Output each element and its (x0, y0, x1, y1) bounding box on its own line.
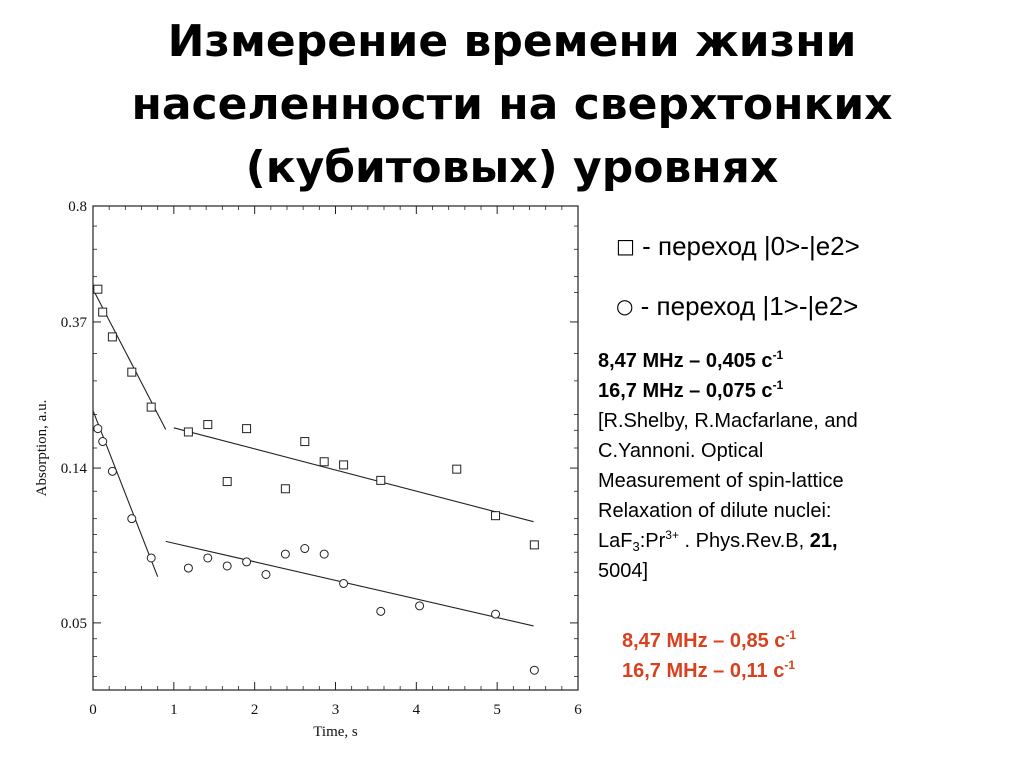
fit-line-square (174, 428, 534, 522)
measured-rates (622, 626, 796, 686)
data-point-square (128, 368, 136, 376)
legend (616, 216, 860, 336)
circle-marker-icon: ○ (616, 294, 634, 318)
citation-line-5: $LaF_3:Pr^{3+}$ . Phys.Rev.B, 21, (598, 528, 838, 554)
data-point-circle (492, 610, 500, 618)
y-tick-label: 0.05 (60, 615, 87, 632)
x-tick-label: 6 (574, 702, 582, 718)
fit-line-circle (93, 411, 158, 577)
citation-line-2: C.Yannoni. Optical (598, 440, 764, 462)
legend-item-square (616, 216, 860, 276)
data-point-circle (94, 425, 102, 433)
data-point-circle (301, 545, 309, 553)
slide-title (0, 10, 1024, 199)
x-tick-label: 4 (412, 702, 421, 718)
x-tick-label: 5 (493, 702, 501, 718)
data-point-circle (108, 467, 116, 475)
data-point-square (281, 485, 289, 493)
data-point-circle (416, 602, 424, 610)
data-point-square (99, 308, 107, 316)
absorption-decay-chart (0, 190, 600, 750)
citation-line-4: Relaxation of dilute nuclei: (598, 500, 832, 522)
fit-line-circle (166, 541, 534, 626)
citation-line-1: [R.Shelby, R.Macfarlane, and (598, 410, 858, 432)
x-tick-label: 0 (89, 702, 97, 718)
data-point-square (530, 541, 538, 549)
data-point-circle (99, 438, 107, 446)
x-tick-label: 2 (250, 702, 259, 718)
title-line-1: Измерение времени жизни (167, 16, 857, 67)
data-point-square (147, 403, 155, 411)
data-point-square (492, 512, 500, 520)
data-point-square (453, 465, 461, 473)
rate-8-47-mhz: 8,47 MHz – 0,405 $с^{-1}$ (598, 348, 784, 372)
title-line-3: (кубитовых) уровнях (245, 142, 779, 193)
citation-line-3: Measurement of spin-lattice (598, 470, 844, 492)
data-point-square (377, 476, 385, 484)
measured-rate-8-47-mhz: 8,47 MHz – 0,85 $с^{-1}$ (622, 628, 797, 652)
data-point-circle (243, 558, 251, 566)
data-point-square (184, 428, 192, 436)
legend-square-text: - переход |0>-|e2> (634, 231, 860, 261)
legend-item-circle (616, 276, 860, 336)
measured-rate-16-7-mhz: 16,7 MHz – 0,11 $с^{-1}$ (622, 658, 795, 682)
data-point-circle (128, 515, 136, 523)
square-marker-icon: □ (616, 234, 635, 258)
data-point-circle (320, 550, 328, 558)
y-tick-label: 0.8 (68, 199, 87, 215)
reference-info (598, 346, 998, 586)
y-tick-label: 0.37 (60, 314, 87, 331)
data-point-square (204, 421, 212, 429)
data-point-circle (281, 550, 289, 558)
data-point-circle (340, 579, 348, 587)
x-tick-label: 3 (331, 702, 340, 718)
x-tick-label: 1 (170, 702, 178, 718)
plot-frame (93, 206, 578, 690)
data-point-square (108, 333, 116, 341)
data-point-square (320, 458, 328, 466)
rate-16-7-mhz: 16,7 MHz – 0,075 $с^{-1}$ (598, 378, 784, 402)
title-line-2: населенности на сверхтонких (131, 79, 893, 130)
data-point-circle (223, 562, 231, 570)
data-point-square (94, 285, 102, 293)
data-point-circle (262, 570, 270, 578)
data-point-circle (530, 666, 538, 674)
data-point-square (301, 438, 309, 446)
data-point-circle (147, 554, 155, 562)
citation-line-6: 5004] (598, 560, 649, 582)
x-axis-label: Time, s (313, 724, 358, 740)
data-point-square (340, 461, 348, 469)
data-point-circle (184, 564, 192, 572)
data-point-square (223, 478, 231, 486)
data-point-square (243, 425, 251, 433)
legend-circle-text: - переход |1>-|e2> (633, 291, 859, 321)
data-point-circle (377, 607, 385, 615)
data-point-circle (204, 554, 212, 562)
y-tick-label: 0.14 (60, 461, 87, 478)
y-axis-label: Absorption, a.u. (34, 399, 50, 497)
